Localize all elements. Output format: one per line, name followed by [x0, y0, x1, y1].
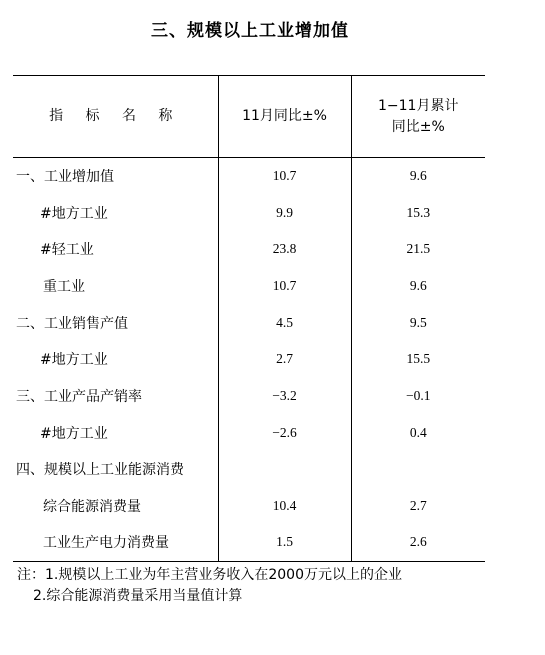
monthly-value: −2.6: [218, 414, 351, 451]
row-label: 工业生产电力消费量: [13, 524, 218, 561]
cumulative-value: 9.6: [351, 268, 485, 305]
cumulative-value: 2.6: [351, 524, 485, 561]
row-label: 重工业: [43, 278, 85, 295]
monthly-value: 4.5: [218, 304, 351, 341]
row-label: 三、工业产品产销率: [16, 388, 142, 405]
cumulative-value: 21.5: [351, 231, 485, 268]
table-row: [13, 268, 485, 305]
table-row: [13, 194, 485, 231]
cumulative-value: −0.1: [351, 378, 485, 415]
table-row: [13, 524, 485, 561]
table-row: [13, 488, 485, 525]
table-row: [13, 451, 485, 488]
monthly-value: −3.2: [218, 378, 351, 415]
table-row: [13, 378, 485, 415]
table-row: [13, 231, 485, 268]
footnote-2: 2.综合能源消费量采用当量值计算: [33, 588, 243, 604]
footnote-1: 注：1.规模以上工业为年主营业务收入在2000万元以上的企业: [17, 567, 402, 583]
header-cumulative-yoy: [351, 76, 485, 158]
row-label: 二、工业销售产值: [16, 315, 128, 332]
monthly-value: 10.7: [218, 158, 351, 195]
row-label: 一、工业增加值: [16, 169, 114, 186]
table-header-row: [13, 76, 485, 158]
monthly-value: 23.8: [218, 231, 351, 268]
monthly-value: 10.7: [218, 268, 351, 305]
statistics-table: [13, 75, 485, 562]
table-row: [13, 158, 485, 195]
row-label: 综合能源消费量: [43, 499, 141, 516]
table-row: [13, 414, 485, 451]
monthly-value: 9.9: [218, 194, 351, 231]
row-label: #地方工业: [40, 352, 108, 369]
table-row: [13, 304, 485, 341]
header-cumulative-line1: 1−11月累计: [378, 97, 459, 114]
row-label: 四、规模以上工业能源消费: [16, 462, 184, 479]
cumulative-value: 0.4: [351, 414, 485, 451]
row-label: #地方工业: [40, 425, 108, 442]
header-cumulative-line2: 同比±%: [391, 118, 445, 135]
cumulative-value: 9.6: [351, 158, 485, 195]
cumulative-value: 15.3: [351, 194, 485, 231]
row-label: #地方工业: [40, 205, 108, 222]
monthly-value: [218, 451, 351, 488]
footnotes: [17, 565, 402, 607]
cumulative-value: 15.5: [351, 341, 485, 378]
header-monthly-yoy: 11月同比±%: [218, 76, 351, 158]
cumulative-value: 9.5: [351, 304, 485, 341]
cumulative-value: 2.7: [351, 488, 485, 525]
monthly-value: 10.4: [218, 488, 351, 525]
monthly-value: 2.7: [218, 341, 351, 378]
row-label: #轻工业: [40, 242, 94, 259]
page-title: 三、规模以上工业增加值: [151, 21, 349, 41]
monthly-value: 1.5: [218, 524, 351, 561]
header-indicator-name: 指 标 名 称: [13, 76, 218, 158]
table-row: [13, 341, 485, 378]
cumulative-value: [351, 451, 485, 488]
